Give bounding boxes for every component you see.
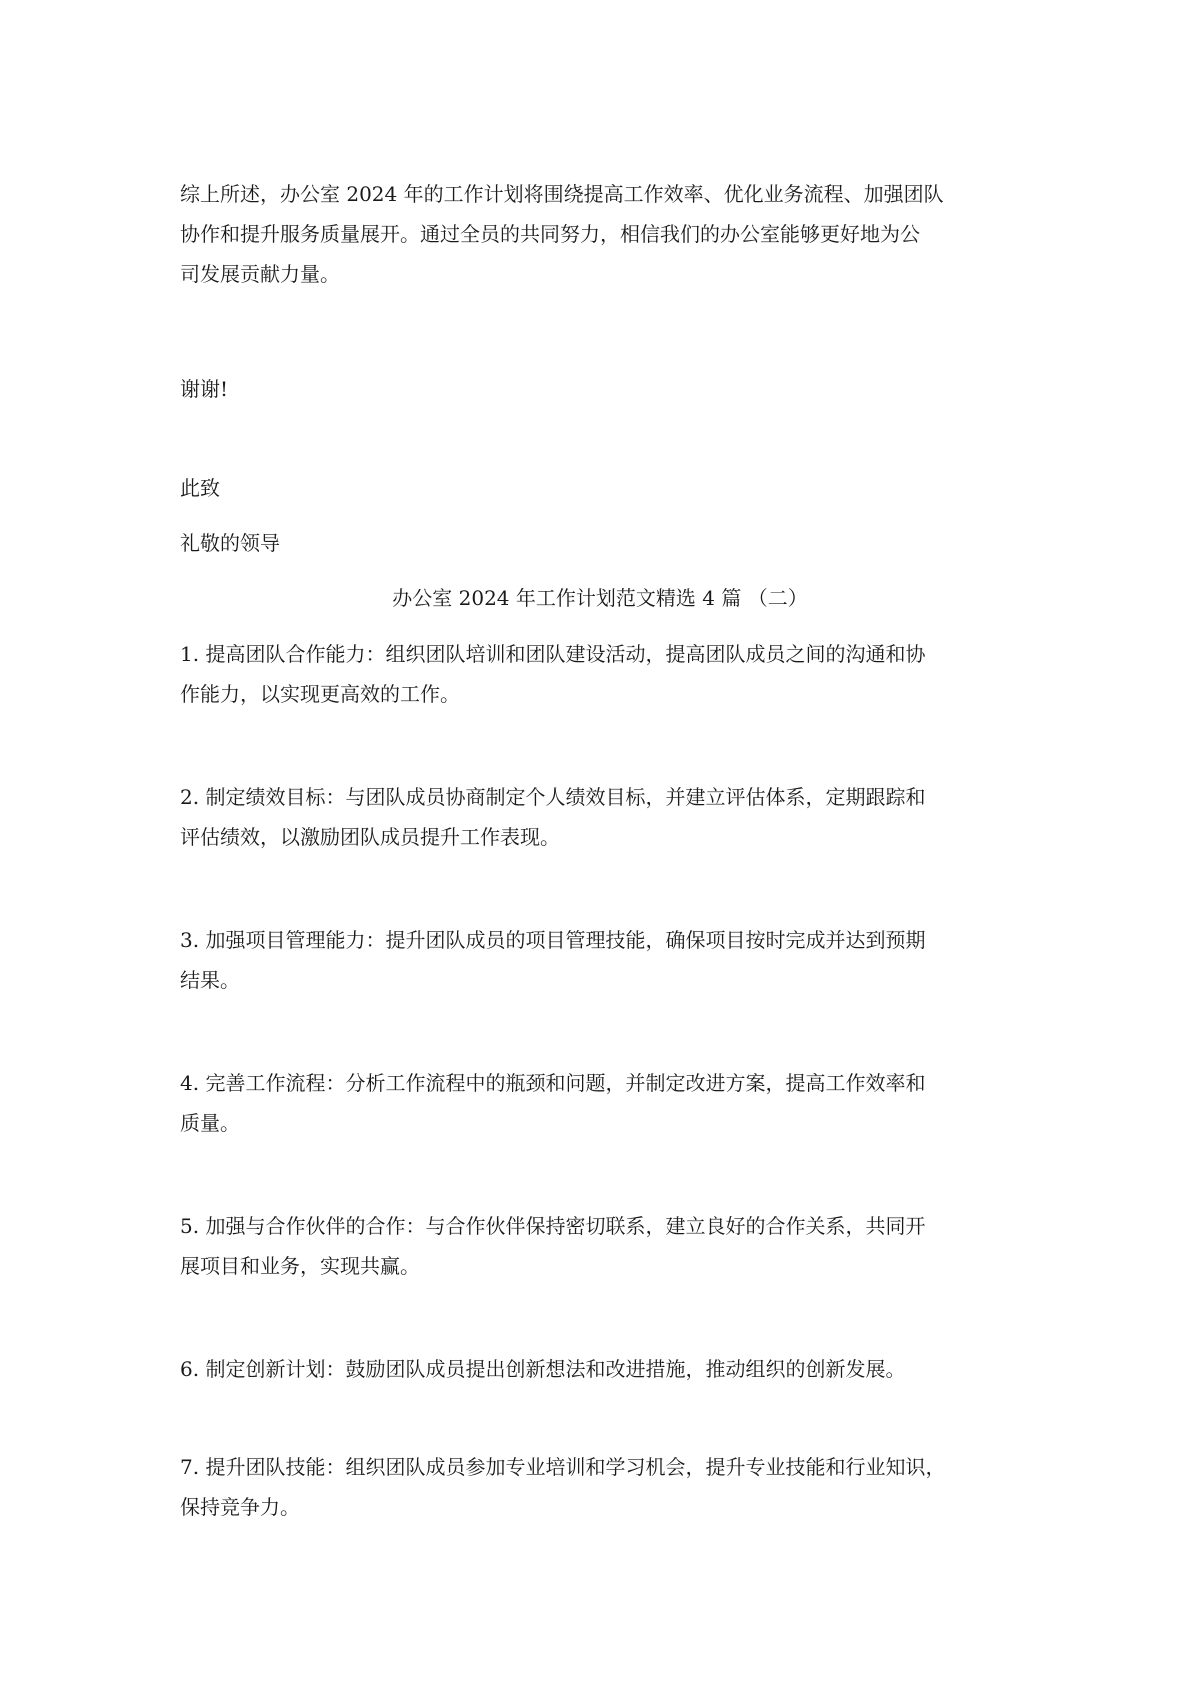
- summary-paragraph: [180, 174, 1020, 294]
- list-item: [180, 777, 1020, 857]
- list-item-line: 2. 制定绩效目标：与团队成员协商制定个人绩效目标，并建立评估体系，定期跟踪和: [180, 785, 926, 809]
- list-item: [180, 1206, 1020, 1286]
- list-item-line: 1. 提高团队合作能力：组织团队培训和团队建设活动，提高团队成员之间的沟通和协: [180, 642, 926, 666]
- list-item-line: 7. 提升团队技能：组织团队成员参加专业培训和学习机会，提升专业技能和行业知识，: [180, 1455, 946, 1479]
- list-item-line: 4. 完善工作流程：分析工作流程中的瓶颈和问题，并制定改进方案，提高工作效率和: [180, 1071, 926, 1095]
- closing-text: 此致: [180, 476, 220, 500]
- list-item-line: 展项目和业务，实现共赢。: [180, 1254, 420, 1278]
- list-item: [180, 1349, 1020, 1389]
- list-item-line: 3. 加强项目管理能力：提升团队成员的项目管理技能，确保项目按时完成并达到预期: [180, 928, 926, 952]
- list-item-line: 质量。: [180, 1111, 240, 1135]
- list-item: [180, 1447, 1020, 1527]
- list-item-line: 5. 加强与合作伙伴的合作：与合作伙伴保持密切联系，建立良好的合作关系，共同开: [180, 1214, 926, 1238]
- thanks-text: 谢谢!: [180, 377, 229, 401]
- summary-line: 协作和提升服务质量展开。通过全员的共同努力，相信我们的办公室能够更好地为公: [180, 222, 920, 246]
- list-item: [180, 920, 1020, 1000]
- list-item-line: 评估绩效，以激励团队成员提升工作表现。: [180, 825, 560, 849]
- list-item: [180, 634, 1020, 714]
- salutation-text: 礼敬的领导: [180, 531, 280, 555]
- list-item: [180, 1063, 1020, 1143]
- list-item-line: 保持竞争力。: [180, 1495, 300, 1519]
- section-title: 办公室 2024 年工作计划范文精选 4 篇 （二）: [392, 586, 808, 610]
- list-item-line: 6. 制定创新计划：鼓励团队成员提出创新想法和改进措施，推动组织的创新发展。: [180, 1357, 906, 1381]
- summary-line: 司发展贡献力量。: [180, 262, 340, 286]
- list-item-line: 作能力，以实现更高效的工作。: [180, 682, 460, 706]
- summary-line: 综上所述，办公室 2024 年的工作计划将围绕提高工作效率、优化业务流程、加强团队: [180, 182, 944, 206]
- list-item-line: 结果。: [180, 968, 240, 992]
